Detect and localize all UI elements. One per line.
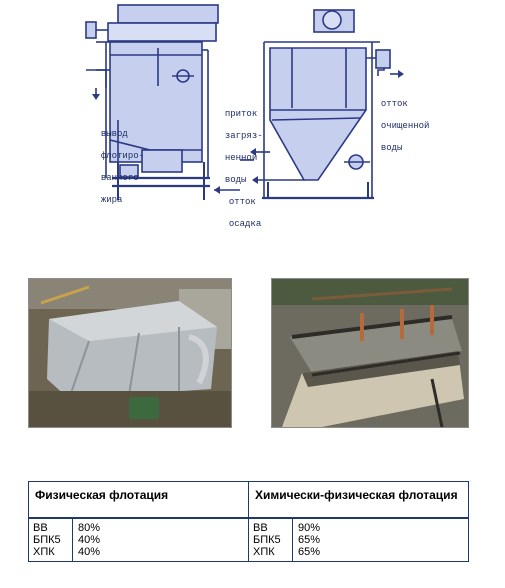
label-line: жира bbox=[100, 195, 123, 205]
indicator-names bbox=[29, 519, 73, 561]
chemical-value: 90% bbox=[298, 521, 321, 534]
label-line: вывод bbox=[100, 129, 128, 139]
label-line: приток bbox=[224, 109, 258, 119]
label-sediment bbox=[218, 186, 261, 230]
physical-values bbox=[73, 519, 105, 561]
header-chemical-physical: Химически-физическая флотация bbox=[249, 482, 469, 518]
indicator-name: ХПК bbox=[33, 545, 55, 558]
label-inlet bbox=[214, 98, 263, 186]
flotation-tank-photo bbox=[271, 278, 469, 428]
label-line: ненной bbox=[224, 153, 258, 163]
label-line: осадка bbox=[228, 219, 262, 229]
label-line: отток bbox=[380, 99, 408, 109]
chemical-values bbox=[293, 519, 325, 561]
label-line: ванного bbox=[100, 173, 139, 183]
label-line: флотиро- bbox=[100, 151, 145, 161]
label-outlet-fat bbox=[90, 118, 144, 206]
chemical-values-cell bbox=[249, 518, 469, 562]
header-physical: Физическая флотация bbox=[29, 482, 249, 518]
indicator-name: БПК5 bbox=[253, 533, 281, 546]
physical-values-cell bbox=[29, 518, 249, 562]
chemical-value: 65% bbox=[298, 533, 321, 546]
label-line: воды bbox=[380, 143, 403, 153]
label-line: очищенной bbox=[380, 121, 430, 131]
indicator-name: ВВ bbox=[33, 521, 48, 534]
label-line: загряз- bbox=[224, 131, 263, 141]
indicator-name: ХПК bbox=[253, 545, 275, 558]
results-table bbox=[28, 481, 469, 562]
label-outlet-clean bbox=[370, 88, 429, 154]
physical-value: 40% bbox=[78, 533, 101, 546]
physical-value: 80% bbox=[78, 521, 101, 534]
label-line: воды bbox=[224, 175, 247, 185]
physical-value: 40% bbox=[78, 545, 101, 558]
indicator-name: ВВ bbox=[253, 521, 268, 534]
flotation-unit-photo bbox=[28, 278, 232, 428]
label-line: отток bbox=[228, 197, 256, 207]
chemical-value: 65% bbox=[298, 545, 321, 558]
indicator-name: БПК5 bbox=[33, 533, 61, 546]
indicator-names bbox=[249, 519, 293, 561]
